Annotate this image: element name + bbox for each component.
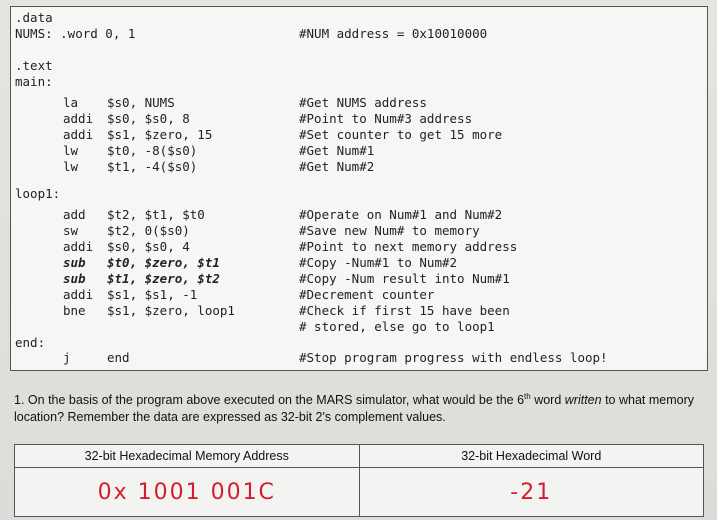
code-label: .data [15, 10, 53, 25]
code-line [11, 111, 707, 127]
code-line [11, 207, 707, 223]
code-line [11, 159, 707, 175]
code-comment: #Save new Num# to memory [299, 223, 480, 238]
code-opcode: add [63, 207, 86, 222]
code-line [11, 350, 707, 366]
code-operands: $t0, -8($s0) [107, 143, 198, 158]
code-comment: #NUM address = 0x10010000 [299, 26, 488, 41]
code-opcode: sw [63, 223, 79, 238]
code-line [11, 239, 707, 255]
code-opcode: addi [63, 127, 94, 142]
code-operands: $s0, NUMS [107, 95, 175, 110]
code-comment: #Set counter to get 15 more [299, 127, 503, 142]
question-text-part-a: On the basis of the program above executed on the MARS simulator, what would be the 6 [27, 393, 525, 408]
word-column-header: 32-bit Hexadecimal Word [359, 445, 704, 468]
code-line [11, 319, 707, 335]
code-operands: $t1, -4($s0) [107, 159, 198, 174]
code-line [11, 127, 707, 143]
address-column-header: 32-bit Hexadecimal Memory Address [15, 445, 360, 468]
code-line [11, 223, 707, 239]
code-label: NUMS: .word 0, 1 [15, 26, 136, 41]
code-label: loop1: [15, 186, 61, 201]
code-operands: $s1, $zero, loop1 [107, 303, 235, 318]
code-opcode: sub [63, 255, 86, 270]
code-operands: $s1, $s1, -1 [107, 287, 198, 302]
code-line [11, 335, 707, 351]
handwritten-address-answer[interactable]: 0x 1001 001C [15, 468, 360, 517]
question-text [14, 388, 704, 426]
code-opcode: sub [63, 271, 86, 286]
code-comment: #Stop program progress with endless loop! [299, 350, 608, 365]
code-label: .text [15, 58, 53, 73]
code-opcode: j [63, 350, 71, 365]
code-comment: #Operate on Num#1 and Num#2 [299, 207, 503, 222]
code-label: main: [15, 74, 53, 89]
code-comment: #Get NUMS address [299, 95, 427, 110]
code-comment: # stored, else go to loop1 [299, 319, 495, 334]
code-opcode: lw [63, 143, 79, 158]
code-comment: #Get Num#1 [299, 143, 375, 158]
code-comment: #Check if first 15 have been [299, 303, 510, 318]
code-comment: #Decrement counter [299, 287, 435, 302]
code-opcode: addi [63, 287, 94, 302]
code-opcode: lw [63, 159, 79, 174]
code-label: end: [15, 335, 46, 350]
code-line [11, 95, 707, 111]
code-comment: #Copy -Num result into Num#1 [299, 271, 510, 286]
code-line [11, 58, 707, 74]
code-comment: #Point to Num#3 address [299, 111, 473, 126]
code-comment: #Get Num#2 [299, 159, 375, 174]
code-operands: $s1, $zero, 15 [107, 127, 213, 142]
code-line [11, 10, 707, 26]
code-line [11, 287, 707, 303]
code-line [11, 271, 707, 287]
code-operands: $s0, $s0, 4 [107, 239, 190, 254]
question-ordinal-suffix: th [524, 392, 531, 401]
code-opcode: bne [63, 303, 86, 318]
handwritten-word-answer[interactable]: -21 [359, 468, 704, 517]
code-operands: $t2, 0($s0) [107, 223, 190, 238]
code-operands: $t1, $zero, $t2 [107, 271, 220, 286]
answer-table-row [15, 468, 704, 517]
code-line [11, 143, 707, 159]
code-operands: $t2, $t1, $t0 [107, 207, 205, 222]
code-line [11, 186, 707, 202]
code-opcode: la [63, 95, 79, 110]
code-opcode: addi [63, 111, 94, 126]
code-line [11, 26, 707, 42]
code-comment: #Point to next memory address [299, 239, 518, 254]
code-operands: $s0, $s0, 8 [107, 111, 190, 126]
answer-table-header-row [15, 445, 704, 468]
answer-table [14, 444, 704, 517]
question-text-part-c: to what memory location? Remember the data are expressed as 32-bit 2's complement values. [14, 393, 694, 425]
code-line [11, 303, 707, 319]
code-opcode: addi [63, 239, 94, 254]
question-emphasis: written [564, 393, 602, 408]
question-number: 1. [14, 393, 25, 408]
code-operands: end [107, 350, 130, 365]
code-operands: $t0, $zero, $t1 [107, 255, 220, 270]
code-listing-box [10, 6, 708, 371]
code-line [11, 74, 707, 90]
code-comment: #Copy -Num#1 to Num#2 [299, 255, 458, 270]
code-line [11, 255, 707, 271]
question-text-part-b: word [530, 393, 565, 408]
